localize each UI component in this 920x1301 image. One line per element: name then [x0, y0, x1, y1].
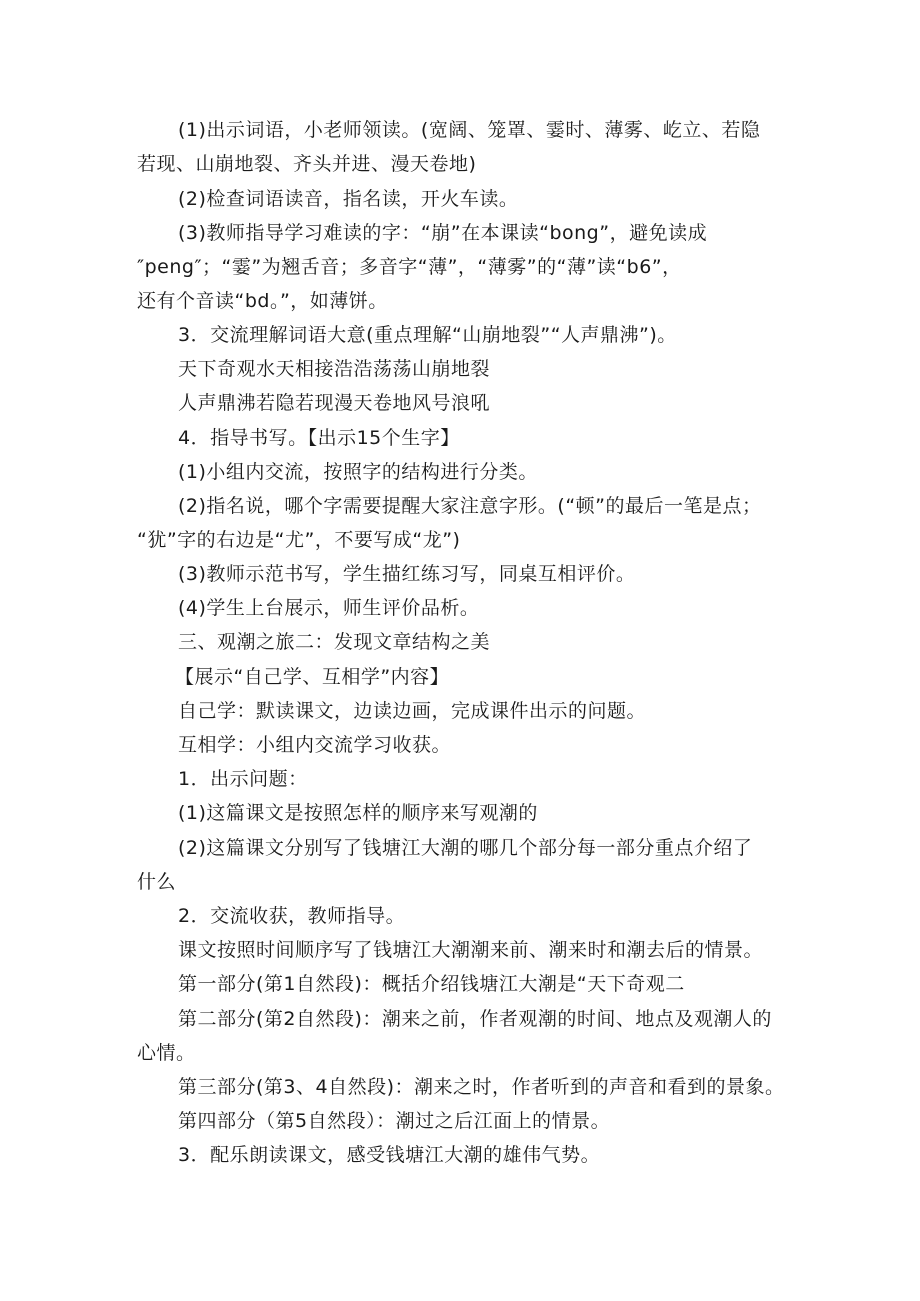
text-line: 第二部分(第2自然段)：潮来之前，作者观潮的时间、地点及观潮人的: [178, 1008, 772, 1030]
text-line: (4)学生上台展示，师生评价品析。: [178, 597, 480, 619]
text-line: 什么: [137, 871, 177, 893]
text-line: (1)出示词语，小老师领读。(宽阔、笼罩、霎时、薄雾、屹立、若隐: [178, 119, 761, 141]
text-line: 三、观潮之旅二：发现文章结构之美: [178, 631, 491, 653]
text-line: 3．配乐朗读课文，感受钱塘江大潮的雄伟气势。: [178, 1144, 601, 1166]
text-line: 2．交流收获，教师指导。: [178, 905, 406, 927]
text-line: 心情。: [137, 1042, 196, 1064]
text-line: 第一部分(第1自然段)：概括介绍钱塘江大潮是“天下奇观二: [178, 973, 685, 995]
text-line: 课文按照时间顺序写了钱塘江大潮潮来前、潮来时和潮去后的情景。: [178, 939, 764, 961]
text-line: (2)指名说，哪个字需要提醒大家注意字形。(“顿”的最后一笔是点；: [178, 495, 762, 517]
text-line: (3)教师示范书写，学生描红练习写，同桌互相评价。: [178, 563, 636, 585]
text-line: “犹”字的右边是“尤”，不要写成“龙”): [137, 529, 461, 551]
text-line: (3)教师指导学习难读的字：“崩”在本课读“bong”，避免读成: [178, 222, 708, 244]
text-line: 人声鼎沸若隐若现漫天卷地风号浪吼: [178, 392, 491, 414]
text-line: 互相学：小组内交流学习收获。: [178, 734, 452, 756]
text-line: 天下奇观水天相接浩浩荡荡山崩地裂: [178, 358, 491, 380]
text-line: 第三部分(第3、4自然段)：潮来之时，作者听到的声音和看到的景象。: [178, 1076, 785, 1098]
text-line: 自己学：默读课文，边读边画，完成课件出示的问题。: [178, 700, 647, 722]
text-line: 还有个音读“bd。”，如薄饼。: [137, 290, 388, 312]
text-line: (2)检查词语读音，指名读，开火车读。: [178, 188, 519, 210]
text-line: (2)这篇课文分别写了钱塘江大潮的哪几个部分每一部分重点介绍了: [178, 837, 753, 859]
text-line: 4．指导书写。【出示15个生字】: [178, 427, 460, 449]
text-line: (1)这篇课文是按照怎样的顺序来写观潮的: [178, 802, 538, 824]
text-line: 3．交流理解词语大意(重点理解“山崩地裂”“人声鼎沸”)。: [178, 324, 677, 346]
text-line: 第四部分（第5自然段）：潮过之后江面上的情景。: [178, 1110, 611, 1132]
text-line: 【展示“自己学、互相学”内容】: [175, 666, 450, 688]
text-line: (1)小组内交流，按照字的结构进行分类。: [178, 461, 538, 483]
text-line: 若现、山崩地裂、齐头并进、漫天卷地): [137, 153, 477, 175]
text-line: ″peng″；“霎”为翘舌音；多音字“薄”，“薄雾”的“薄”读“b6”，: [137, 256, 682, 278]
text-line: 1．出示问题：: [178, 768, 308, 790]
